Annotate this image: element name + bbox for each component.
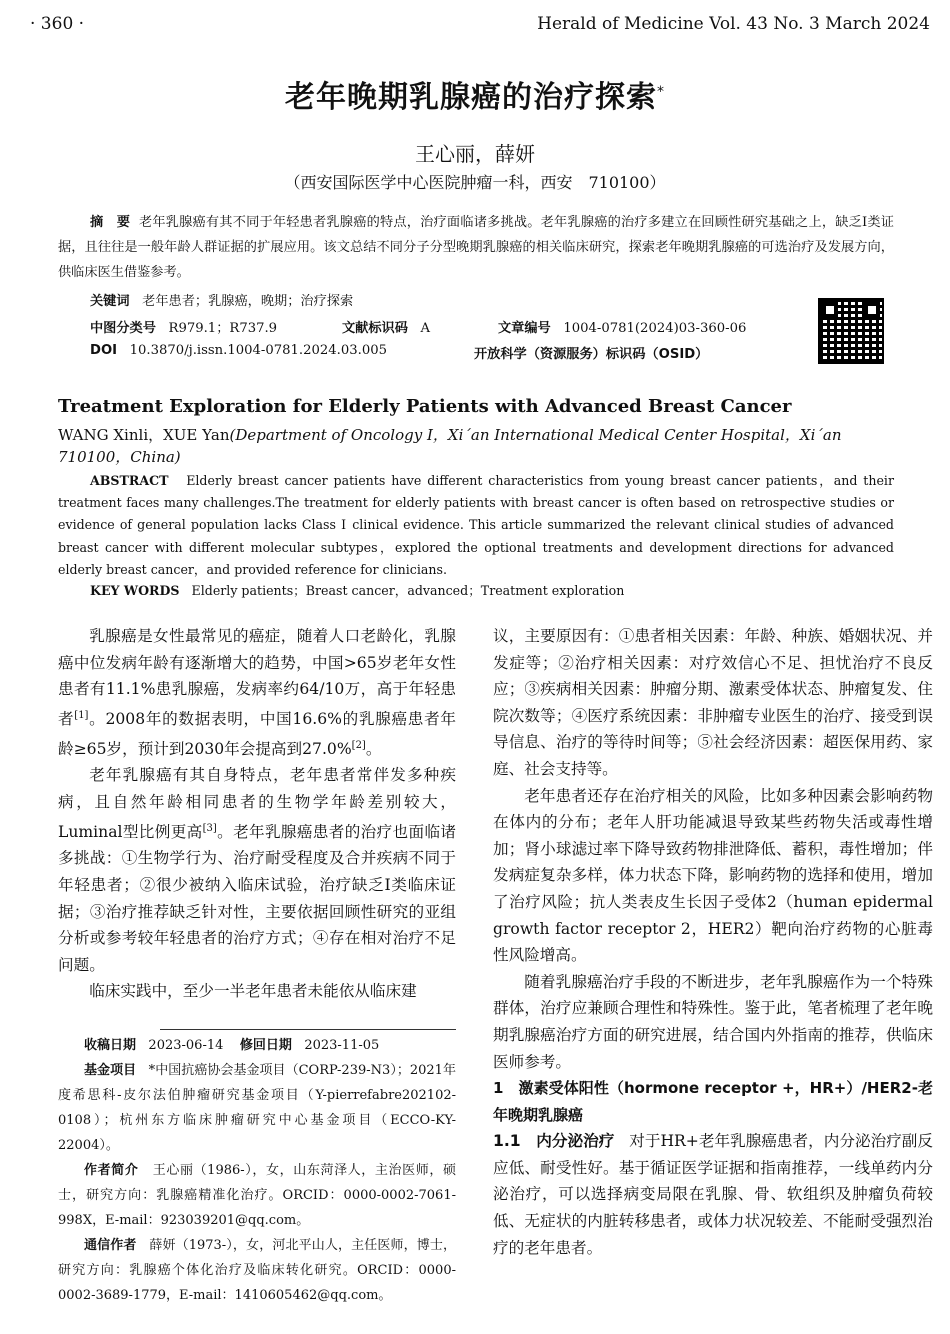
article-value: 1004-0781(2024)03-360-06 xyxy=(563,321,747,336)
en-keywords-text: Elderly patients；Breast cancer，advanced；Treatment exploration xyxy=(191,583,625,598)
bio-text: 王心丽（1986-），女，山东菏泽人，主治医师，硕士，研究方向：乳腺癌精准化治疗。ORCID：0000-0002-7061-998X，E-mail：923039201@qq.com。 xyxy=(58,1163,456,1228)
keywords-zh-label: 关键词 xyxy=(90,294,130,309)
en-abstract-label: ABSTRACT xyxy=(90,473,169,488)
en-abstract-text: Elderly breast cancer patients have different characteristics from young breast cancer patients，and their treatment faces many challenges.The treatment for elderly patients with breast cancer is often based on retrospective studies or evidence of general population lacks Class Ⅰ clinical evidence. This article summarized the relevant clinical studies of advanced breast cancer with different molecular subtypes，explored the optional treatments and development directions for advanced elderly breast cancer，and provided reference for clinicians. xyxy=(58,473,894,577)
dates xyxy=(58,1033,456,1058)
document-code xyxy=(342,317,430,336)
paragraph: 临床实践中，至少一半老年患者未能依从临床建 xyxy=(89,982,417,1001)
paragraph: 议，主要原因有：①患者相关因素：年龄、种族、婚姻状况、并发症等；②治疗相关因素：对疗效信心不足、担忧治疗不良反应；③疾病相关因素：肿瘤分期、激素受体状态、肿瘤复发、住院次数等；④医疗系统因素：非肿瘤专业医生的治疗、接受到误导信息、治疗的等待时间等；⑤社会经济因素：超医保用药、家庭、社会支持等。 xyxy=(493,627,933,778)
paragraph: 随着乳腺癌治疗手段的不断进步，老年乳腺癌作为一个特殊群体，治疗应兼顾合理性和特殊性。鉴于此，笔者梳理了老年晚期乳腺癌治疗方面的研究进展，结合国内外指南的推荐，供临床医师参考。 xyxy=(493,972,933,1071)
paragraph xyxy=(58,623,456,762)
article-title xyxy=(0,72,950,116)
text: 。 xyxy=(365,739,382,758)
doi-label: DOI xyxy=(90,343,118,358)
body-left-column xyxy=(58,623,456,1005)
en-affiliation: (Department of Oncology Ⅰ，Xi´an International Medical Center Hospital，Xi´an 710100，China) xyxy=(58,426,842,466)
footnote-divider xyxy=(160,1029,456,1030)
clc-value: R979.1；R737.9 xyxy=(168,321,278,336)
abstract-zh-text: 老年乳腺癌有其不同于年轻患者乳腺癌的特点，治疗面临诸多挑战。老年乳腺癌的治疗多建立在回顾性研究基础之上，缺乏Ⅰ类证据，且往往是一般年龄人群证据的扩展应用。该文总结不同分子分型晚期乳腺癌的相关临床研究，探索老年晚期乳腺癌的可选治疗及发展方向，供临床医生借鉴参考。 xyxy=(58,215,894,280)
revised-date: 2023-11-05 xyxy=(304,1038,380,1053)
received-label: 收稿日期 xyxy=(84,1038,137,1053)
citation[interactable]: [2] xyxy=(351,739,366,751)
fund-label: 基金项目 xyxy=(84,1063,137,1078)
text: 乳腺癌是女性最常见的癌症，随着人口老龄化，乳腺癌中位发病年龄有逐渐增大的趋势，中国>65岁老年女性患者有11.1%患乳腺癌，发病率约64/10万，高于年轻患者 xyxy=(58,627,456,728)
abstract-zh xyxy=(58,210,894,285)
paragraph: 老年患者还存在治疗相关的风险，比如多种因素会影响药物在体内的分布；老年人肝功能减退导致某些药物失活或毒性增加；肾小球滤过率下降导致药物排泄降低、蓄积，毒性增加；伴发病症复杂多样，体力状态下降，影响药物的选择和使用，增加了治疗风险；抗人类表皮生长因子受体2（human epidermal growth factor receptor 2，HER2）靶向治疗药物的心脏毒性风险增高。 xyxy=(493,786,933,965)
received-date: 2023-06-14 xyxy=(148,1038,224,1053)
footnotes xyxy=(58,1033,456,1308)
clc-code xyxy=(90,317,277,336)
citation[interactable]: [3] xyxy=(202,822,217,834)
text: 对于HR+老年乳腺癌患者，内分泌治疗副反应低、耐受性好。基于循证医学证据和指南推荐，一线单药内分泌治疗，可以选择病变局限在乳腺、骨、软组织及肿瘤负荷较低、无症状的内脏转移患者，或体力状况较差、不能耐受强烈治疗的老年患者。 xyxy=(493,1132,934,1257)
corr-label: 通信作者 xyxy=(84,1238,137,1253)
article-number xyxy=(498,317,746,336)
corr-text: 薛妍（1973-），女，河北平山人，主任医师，博士，研究方向：乳腺癌个体化治疗及临床转化研究。ORCID：0000-0002-3689-1779，E-mail：1410605462@qq.com。 xyxy=(58,1238,456,1303)
authors: 王心丽，薛妍 xyxy=(415,142,535,166)
qr-code-icon[interactable] xyxy=(818,298,884,364)
en-authors-affiliation xyxy=(58,424,894,468)
doi-value[interactable]: 10.3870/j.issn.1004-0781.2024.03.005 xyxy=(129,343,388,358)
doccode-label: 文献标识码 xyxy=(342,321,408,336)
abstract-zh-label: 摘 要 xyxy=(90,215,131,230)
author-bio xyxy=(58,1158,456,1233)
subsection-heading: 1.1 内分泌治疗 xyxy=(493,1132,615,1151)
keywords-zh-text: 老年患者；乳腺癌，晚期；治疗探索 xyxy=(142,294,354,309)
en-keywords-label: KEY WORDS xyxy=(90,583,180,598)
en-keywords xyxy=(90,580,624,599)
doccode-value: A xyxy=(420,321,431,336)
en-title: Treatment Exploration for Elderly Patients with Advanced Breast Cancer xyxy=(58,396,792,417)
clc-label: 中图分类号 xyxy=(90,321,156,336)
text: 老年乳腺癌有其自身特点，老年患者常伴发多种疾病，且自然年龄相同患者的生物学年龄差别较大，Luminal型比例更高 xyxy=(58,766,456,841)
body-right-column xyxy=(493,623,933,1261)
text: 。2008年的数据表明，中国16.6%的乳腺癌患者年龄≥65岁，预计到2030年会提高到27.0% xyxy=(58,709,456,758)
journal-header: Herald of Medicine Vol. 43 No. 3 March 2024 xyxy=(537,14,930,34)
keywords-zh xyxy=(90,290,353,309)
title-footnote-mark: * xyxy=(657,84,665,100)
revised-label: 修回日期 xyxy=(239,1038,292,1053)
paragraph xyxy=(58,762,456,978)
text: 。老年乳腺癌患者的治疗也面临诸多挑战：①生物学行为、治疗耐受程度及合并疾病不同于年轻患者；②很少被纳入临床试验，治疗缺乏Ⅰ类临床证据；③治疗推荐缺乏针对性，主要依据回顾性研究的亚组分析或参考较年轻患者的治疗方式；④存在相对治疗不足问题。 xyxy=(58,822,456,974)
bio-label: 作者简介 xyxy=(84,1163,139,1178)
en-authors: WANG Xinli，XUE Yan xyxy=(58,426,230,444)
section-heading-1: 1 激素受体阳性（hormone receptor +，HR+）/HER2-老年晚期乳腺癌 xyxy=(493,1079,933,1124)
affiliation: （西安国际医学中心医院肿瘤一科，西安 710100） xyxy=(284,173,666,192)
article-label: 文章编号 xyxy=(498,321,551,336)
corresponding-author xyxy=(58,1233,456,1308)
page-number: · 360 · xyxy=(30,14,85,34)
fund-note xyxy=(58,1058,456,1158)
citation[interactable]: [1] xyxy=(74,709,89,721)
en-abstract xyxy=(58,470,894,581)
doi xyxy=(90,343,387,358)
title-text: 老年晚期乳腺癌的治疗探索 xyxy=(285,80,657,115)
osid-label: 开放科学（资源服务）标识码（OSID） xyxy=(474,347,709,362)
subsection-1-1 xyxy=(493,1128,933,1261)
fund-text: *中国抗癌协会基金项目（CORP-239-N3）；2021年度希思科-皮尔法伯肿瘤研究基金项目（Y-pierrefabre202102-0108）；杭州东方临床肿瘤研究中心基金项目（ECCO-KY-22004）。 xyxy=(58,1063,456,1153)
